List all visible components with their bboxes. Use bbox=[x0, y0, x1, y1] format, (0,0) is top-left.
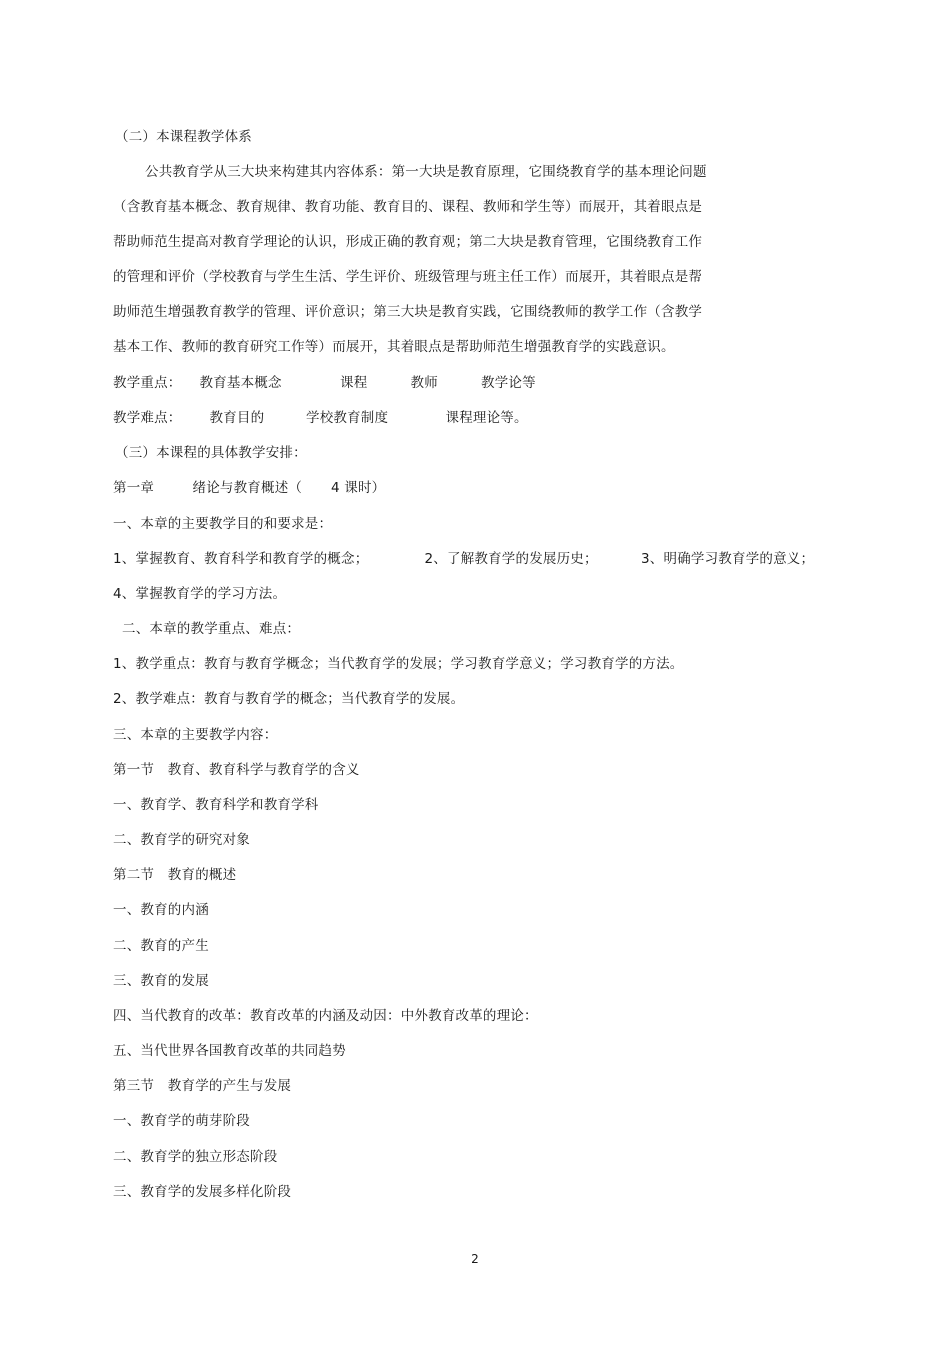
goal-item: 3、明确学习教育学的意义； bbox=[641, 551, 815, 567]
chapter-hours: 4 课时） bbox=[331, 480, 386, 496]
outline-item: 一、教育学的萌芽阶段 bbox=[113, 1113, 250, 1129]
chapter-difficulties: 2、教学难点：教育与教育学的概念；当代教育学的发展。 bbox=[113, 691, 465, 707]
goals-heading: 一、本章的主要教学目的和要求是： bbox=[113, 516, 333, 532]
difficulties-label: 教学难点： bbox=[113, 410, 182, 426]
goal-item: 2、了解教育学的发展历史； bbox=[424, 551, 598, 567]
key-points-label: 教学重点： bbox=[113, 375, 182, 391]
outline-item: 一、教育学、教育科学和教育学科 bbox=[113, 797, 319, 813]
outline-item: 二、教育学的独立形态阶段 bbox=[113, 1149, 278, 1165]
paragraph-line: 基本工作、教师的教育研究工作等）而展开，其着眼点是帮助师范生增强教育学的实践意识。 bbox=[113, 339, 675, 355]
paragraph-line: （含教育基本概念、教育规律、教育功能、教育目的、课程、教师和学生等）而展开，其着眼点是 bbox=[113, 199, 703, 215]
chapter-key-points: 1、教学重点：教育与教育学概念；当代教育学的发展；学习教育学意义；学习教育学的方法。 bbox=[113, 656, 684, 672]
goals-row bbox=[113, 550, 814, 568]
outline-item: 第三节 教育学的产生与发展 bbox=[113, 1078, 292, 1094]
difficulty-item: 教育目的 bbox=[209, 410, 265, 426]
key-point-item: 课程 bbox=[340, 375, 368, 391]
outline-item: 第二节 教育的概述 bbox=[113, 867, 237, 883]
chapter-label: 第一章 bbox=[113, 480, 155, 496]
paragraph-line: 助师范生增强教育教学的管理、评价意识；第三大块是教育实践，它围绕教师的教学工作（含教学 bbox=[113, 304, 703, 320]
goal-item: 1、掌握教育、教育科学和教育学的概念； bbox=[113, 551, 369, 567]
outline-item: 二、教育的产生 bbox=[113, 938, 209, 954]
goal-item: 4、掌握教育学的学习方法。 bbox=[113, 586, 287, 602]
paragraph-line: 公共教育学从三大块来构建其内容体系：第一大块是教育原理，它围绕教育学的基本理论问题 bbox=[145, 164, 707, 180]
chapter-title-text: 绪论与教育概述（ bbox=[192, 480, 303, 496]
chapter1-title bbox=[113, 479, 385, 497]
difficulty-item: 学校教育制度 bbox=[306, 410, 389, 426]
key-point-item: 教师 bbox=[410, 375, 438, 391]
outline-item: 二、教育学的研究对象 bbox=[113, 832, 250, 848]
difficulties-row bbox=[113, 409, 528, 427]
outline-item: 四、当代教育的改革：教育改革的内涵及动因：中外教育改革的理论： bbox=[113, 1008, 538, 1024]
outline-item: 五、当代世界各国教育改革的共同趋势 bbox=[113, 1043, 346, 1059]
section3-heading: （三）本课程的具体教学安排： bbox=[115, 445, 307, 461]
paragraph-line: 帮助师范生提高对教育学理论的认识，形成正确的教育观；第二大块是教育管理，它围绕教育工作 bbox=[113, 234, 703, 250]
section2-heading: （二）本课程教学体系 bbox=[115, 129, 252, 145]
key-difficulty-heading: 二、本章的教学重点、难点： bbox=[122, 621, 301, 637]
key-points-row bbox=[113, 374, 536, 392]
outline-item: 一、教育的内涵 bbox=[113, 902, 209, 918]
outline-item: 三、教育学的发展多样化阶段 bbox=[113, 1184, 292, 1200]
difficulty-item: 课程理论等。 bbox=[445, 410, 528, 426]
paragraph-line: 的管理和评价（学校教育与学生生活、学生评价、班级管理与班主任工作）而展开，其着眼点是帮 bbox=[113, 269, 703, 285]
key-point-item: 教育基本概念 bbox=[199, 375, 282, 391]
content-heading: 三、本章的主要教学内容： bbox=[113, 727, 278, 743]
outline-item: 第一节 教育、教育科学与教育学的含义 bbox=[113, 762, 360, 778]
page-number: 2 bbox=[471, 1252, 479, 1266]
section2-paragraph bbox=[113, 155, 773, 365]
key-point-item: 教学论等 bbox=[481, 375, 536, 391]
outline-item: 三、教育的发展 bbox=[113, 973, 209, 989]
